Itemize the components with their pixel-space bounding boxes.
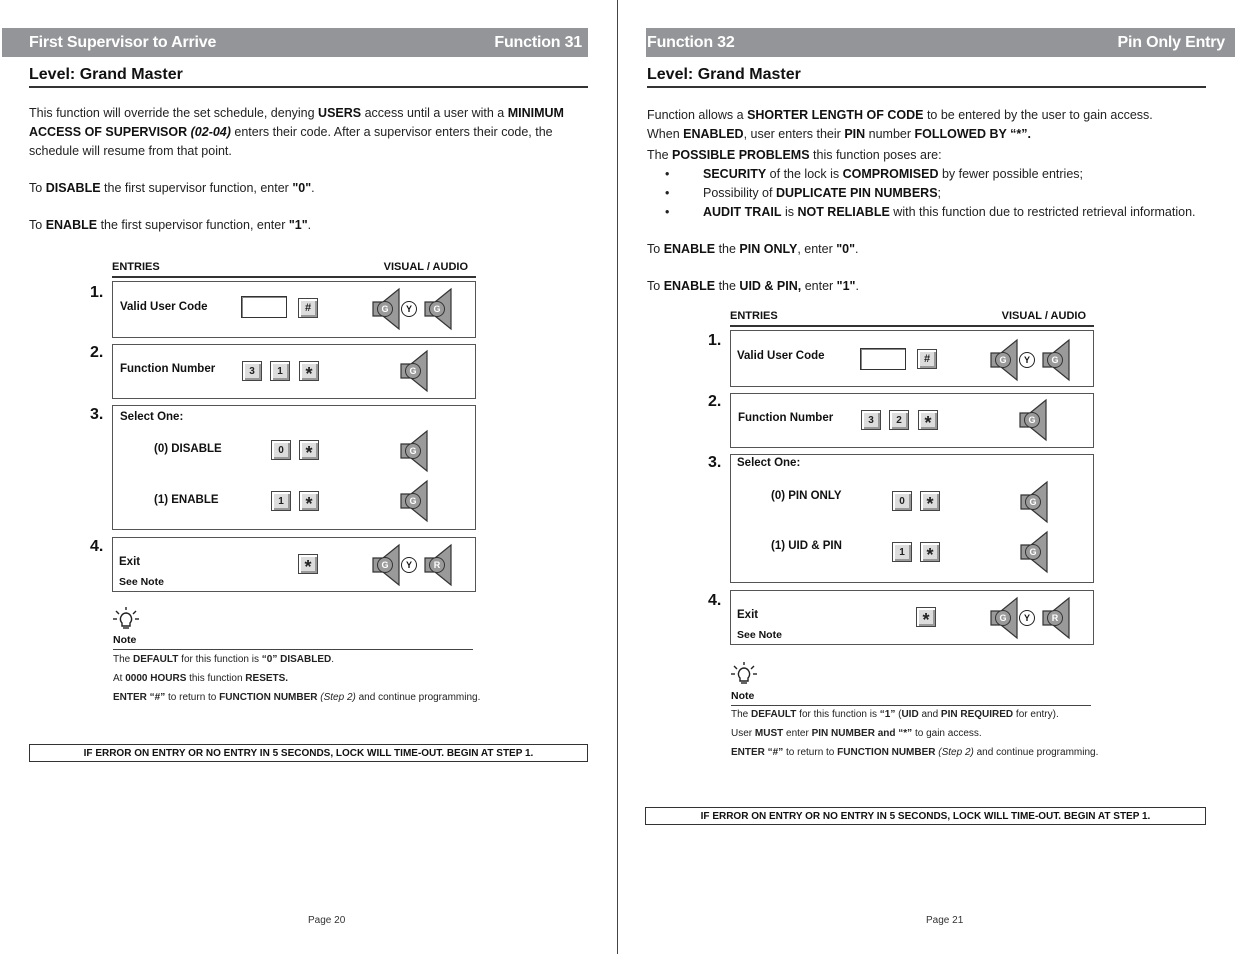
- para-disable: To DISABLE the first supervisor function, enter "0".: [29, 181, 315, 195]
- select-one-label: Select One:: [120, 411, 184, 423]
- step-exit: [112, 537, 476, 592]
- step-number: 1.: [90, 284, 104, 301]
- function-title: Pin Only Entry: [1117, 33, 1225, 51]
- digit-key: 1: [270, 361, 290, 381]
- step-number: 4.: [708, 592, 722, 609]
- step-number: 2.: [708, 393, 722, 410]
- option-pin-only: (0) PIN ONLY: [771, 490, 842, 502]
- step-function-number: [112, 344, 476, 399]
- see-note-label: See Note: [737, 629, 782, 641]
- function-banner: [2, 28, 588, 57]
- step-number: 3.: [90, 406, 104, 423]
- entries-rule: [112, 276, 476, 278]
- one-key: 1: [892, 542, 912, 562]
- signal-green-yellow-green: [369, 287, 459, 333]
- led-green-icon: G: [995, 610, 1011, 626]
- timeout-warning: IF ERROR ON ENTRY OR NO ENTRY IN 5 SECONDS, LOCK WILL TIME-OUT. BEGIN AT STEP 1.: [29, 744, 588, 762]
- led-red-icon: R: [1047, 610, 1063, 626]
- para-override: This function will override the set schedule, denying USERS access until a user with a MINIMUM ACCESS OF SUPERVISOR (02-04) enters their code. After a supervisor enters their code, the schedule will resume from that point.: [29, 106, 564, 158]
- note-line-default: The DEFAULT for this function is “1” (UID and PIN REQUIRED for entry).: [731, 709, 1059, 720]
- list-item: • AUDIT TRAIL is NOT RELIABLE with this function due to restricted retrieval information.: [647, 203, 1217, 222]
- note-label: Note: [731, 690, 755, 702]
- entries-label: ENTRIES: [112, 261, 160, 273]
- led-green-icon: G: [429, 301, 445, 317]
- signal-green: [399, 429, 489, 475]
- step-label: Function Number: [738, 412, 834, 424]
- star-key: *: [920, 491, 940, 511]
- level-rule: [29, 86, 588, 88]
- step-exit: [730, 590, 1094, 645]
- page-number: Page 21: [926, 915, 964, 926]
- zero-key: 0: [271, 440, 291, 460]
- step-valid-user-code: [730, 330, 1094, 387]
- step-label: Valid User Code: [737, 350, 825, 362]
- description: [647, 106, 1217, 314]
- led-yellow-icon: Y: [1019, 610, 1035, 626]
- signal-green-yellow-red: [987, 596, 1077, 642]
- signal-green: [1019, 480, 1109, 526]
- led-green-icon: G: [405, 493, 421, 509]
- led-green-icon: G: [377, 301, 393, 317]
- signal-green: [1019, 530, 1109, 576]
- signal-green: [399, 479, 489, 525]
- digit-key: 2: [889, 410, 909, 430]
- page-21: [618, 0, 1235, 954]
- star-key: *: [299, 440, 319, 460]
- note-lightbulb-icon: [731, 662, 757, 686]
- note-text: [113, 650, 483, 707]
- list-item: • Possibility of DUPLICATE PIN NUMBERS;: [647, 184, 1217, 203]
- led-yellow-icon: Y: [401, 301, 417, 317]
- problem-list: [647, 165, 1217, 222]
- step-label: Valid User Code: [120, 301, 208, 313]
- function-number: Function 31: [494, 33, 582, 51]
- led-green-icon: G: [1047, 352, 1063, 368]
- description: [29, 104, 589, 253]
- exit-label: Exit: [119, 556, 141, 568]
- note-line-return: ENTER “#” to return to FUNCTION NUMBER (Step 2) and continue programming.: [731, 747, 1099, 758]
- para-problems: The POSSIBLE PROBLEMS this function poses are:: [647, 148, 942, 162]
- signal-green: [399, 349, 489, 395]
- code-entry-field: [860, 348, 906, 370]
- star-key: *: [299, 491, 319, 511]
- step-number: 1.: [708, 332, 722, 349]
- function-banner: [646, 28, 1235, 57]
- one-key: 1: [271, 491, 291, 511]
- note-lightbulb-icon: [113, 607, 139, 631]
- timeout-warning: IF ERROR ON ENTRY OR NO ENTRY IN 5 SECONDS, LOCK WILL TIME-OUT. BEGIN AT STEP 1.: [645, 807, 1206, 825]
- see-note-label: See Note: [119, 576, 164, 588]
- led-green-icon: G: [1024, 412, 1040, 428]
- note-text: [731, 705, 1121, 762]
- star-key: *: [298, 554, 318, 574]
- visual-audio-label: VISUAL / AUDIO: [1001, 310, 1086, 322]
- step-select-one: [730, 454, 1094, 583]
- signal-green-yellow-red: [369, 543, 459, 589]
- level-heading: Level: Grand Master: [647, 66, 801, 83]
- function-number: Function 32: [647, 33, 735, 51]
- page-20: [0, 0, 617, 954]
- digit-key: 3: [861, 410, 881, 430]
- signal-green-yellow-green: [987, 338, 1077, 384]
- hash-key: #: [917, 349, 937, 369]
- para-pin-only: To ENABLE the PIN ONLY, enter "0".: [647, 242, 859, 256]
- signal-green: [1018, 398, 1108, 444]
- led-yellow-icon: Y: [401, 557, 417, 573]
- option-disable: (0) DISABLE: [154, 443, 222, 455]
- star-key: *: [299, 361, 319, 381]
- note-line-default: The DEFAULT for this function is “0” DISABLED.: [113, 654, 334, 665]
- note-line-reset: At 0000 HOURS this function RESETS.: [113, 673, 289, 684]
- led-green-icon: G: [1025, 494, 1041, 510]
- led-yellow-icon: Y: [1019, 352, 1035, 368]
- function-title: First Supervisor to Arrive: [29, 33, 217, 51]
- hash-key: #: [298, 298, 318, 318]
- zero-key: 0: [892, 491, 912, 511]
- star-key: *: [916, 607, 936, 627]
- led-green-icon: G: [995, 352, 1011, 368]
- option-enable: (1) ENABLE: [154, 494, 219, 506]
- step-function-number: [730, 393, 1094, 448]
- step-label: Function Number: [120, 363, 216, 375]
- entries-header: [730, 310, 1086, 322]
- list-item: • SECURITY of the lock is COMPROMISED by fewer possible entries;: [647, 165, 1217, 184]
- entries-label: ENTRIES: [730, 310, 778, 322]
- para-shorter-code: Function allows a SHORTER LENGTH OF CODE to be entered by the user to gain access.: [647, 108, 1153, 122]
- led-green-icon: G: [405, 443, 421, 459]
- star-key: *: [918, 410, 938, 430]
- level-heading: Level: Grand Master: [29, 66, 183, 83]
- step-select-one: [112, 405, 476, 530]
- para-enabled: When ENABLED, user enters their PIN number FOLLOWED BY “*”.: [647, 127, 1031, 141]
- note-line-return: ENTER “#” to return to FUNCTION NUMBER (Step 2) and continue programming.: [113, 692, 481, 703]
- step-number: 3.: [708, 454, 722, 471]
- led-red-icon: R: [429, 557, 445, 573]
- step-number: 2.: [90, 344, 104, 361]
- level-rule: [647, 86, 1206, 88]
- note-label: Note: [113, 634, 137, 646]
- note-line-must: User MUST enter PIN NUMBER and “*” to gain access.: [731, 728, 982, 739]
- code-entry-field: [241, 296, 287, 318]
- digit-key: 3: [242, 361, 262, 381]
- para-enable: To ENABLE the first supervisor function, enter "1".: [29, 218, 312, 232]
- para-uid-pin: To ENABLE the UID & PIN, enter "1".: [647, 279, 859, 293]
- page-number: Page 20: [308, 915, 346, 926]
- select-one-label: Select One:: [737, 457, 801, 469]
- visual-audio-label: VISUAL / AUDIO: [383, 261, 468, 273]
- exit-label: Exit: [737, 609, 759, 621]
- star-key: *: [920, 542, 940, 562]
- led-green-icon: G: [377, 557, 393, 573]
- led-green-icon: G: [405, 363, 421, 379]
- step-number: 4.: [90, 538, 104, 555]
- step-valid-user-code: [112, 281, 476, 338]
- option-uid-pin: (1) UID & PIN: [771, 540, 842, 552]
- entries-header: [112, 261, 468, 273]
- entries-rule: [730, 325, 1094, 327]
- led-green-icon: G: [1025, 544, 1041, 560]
